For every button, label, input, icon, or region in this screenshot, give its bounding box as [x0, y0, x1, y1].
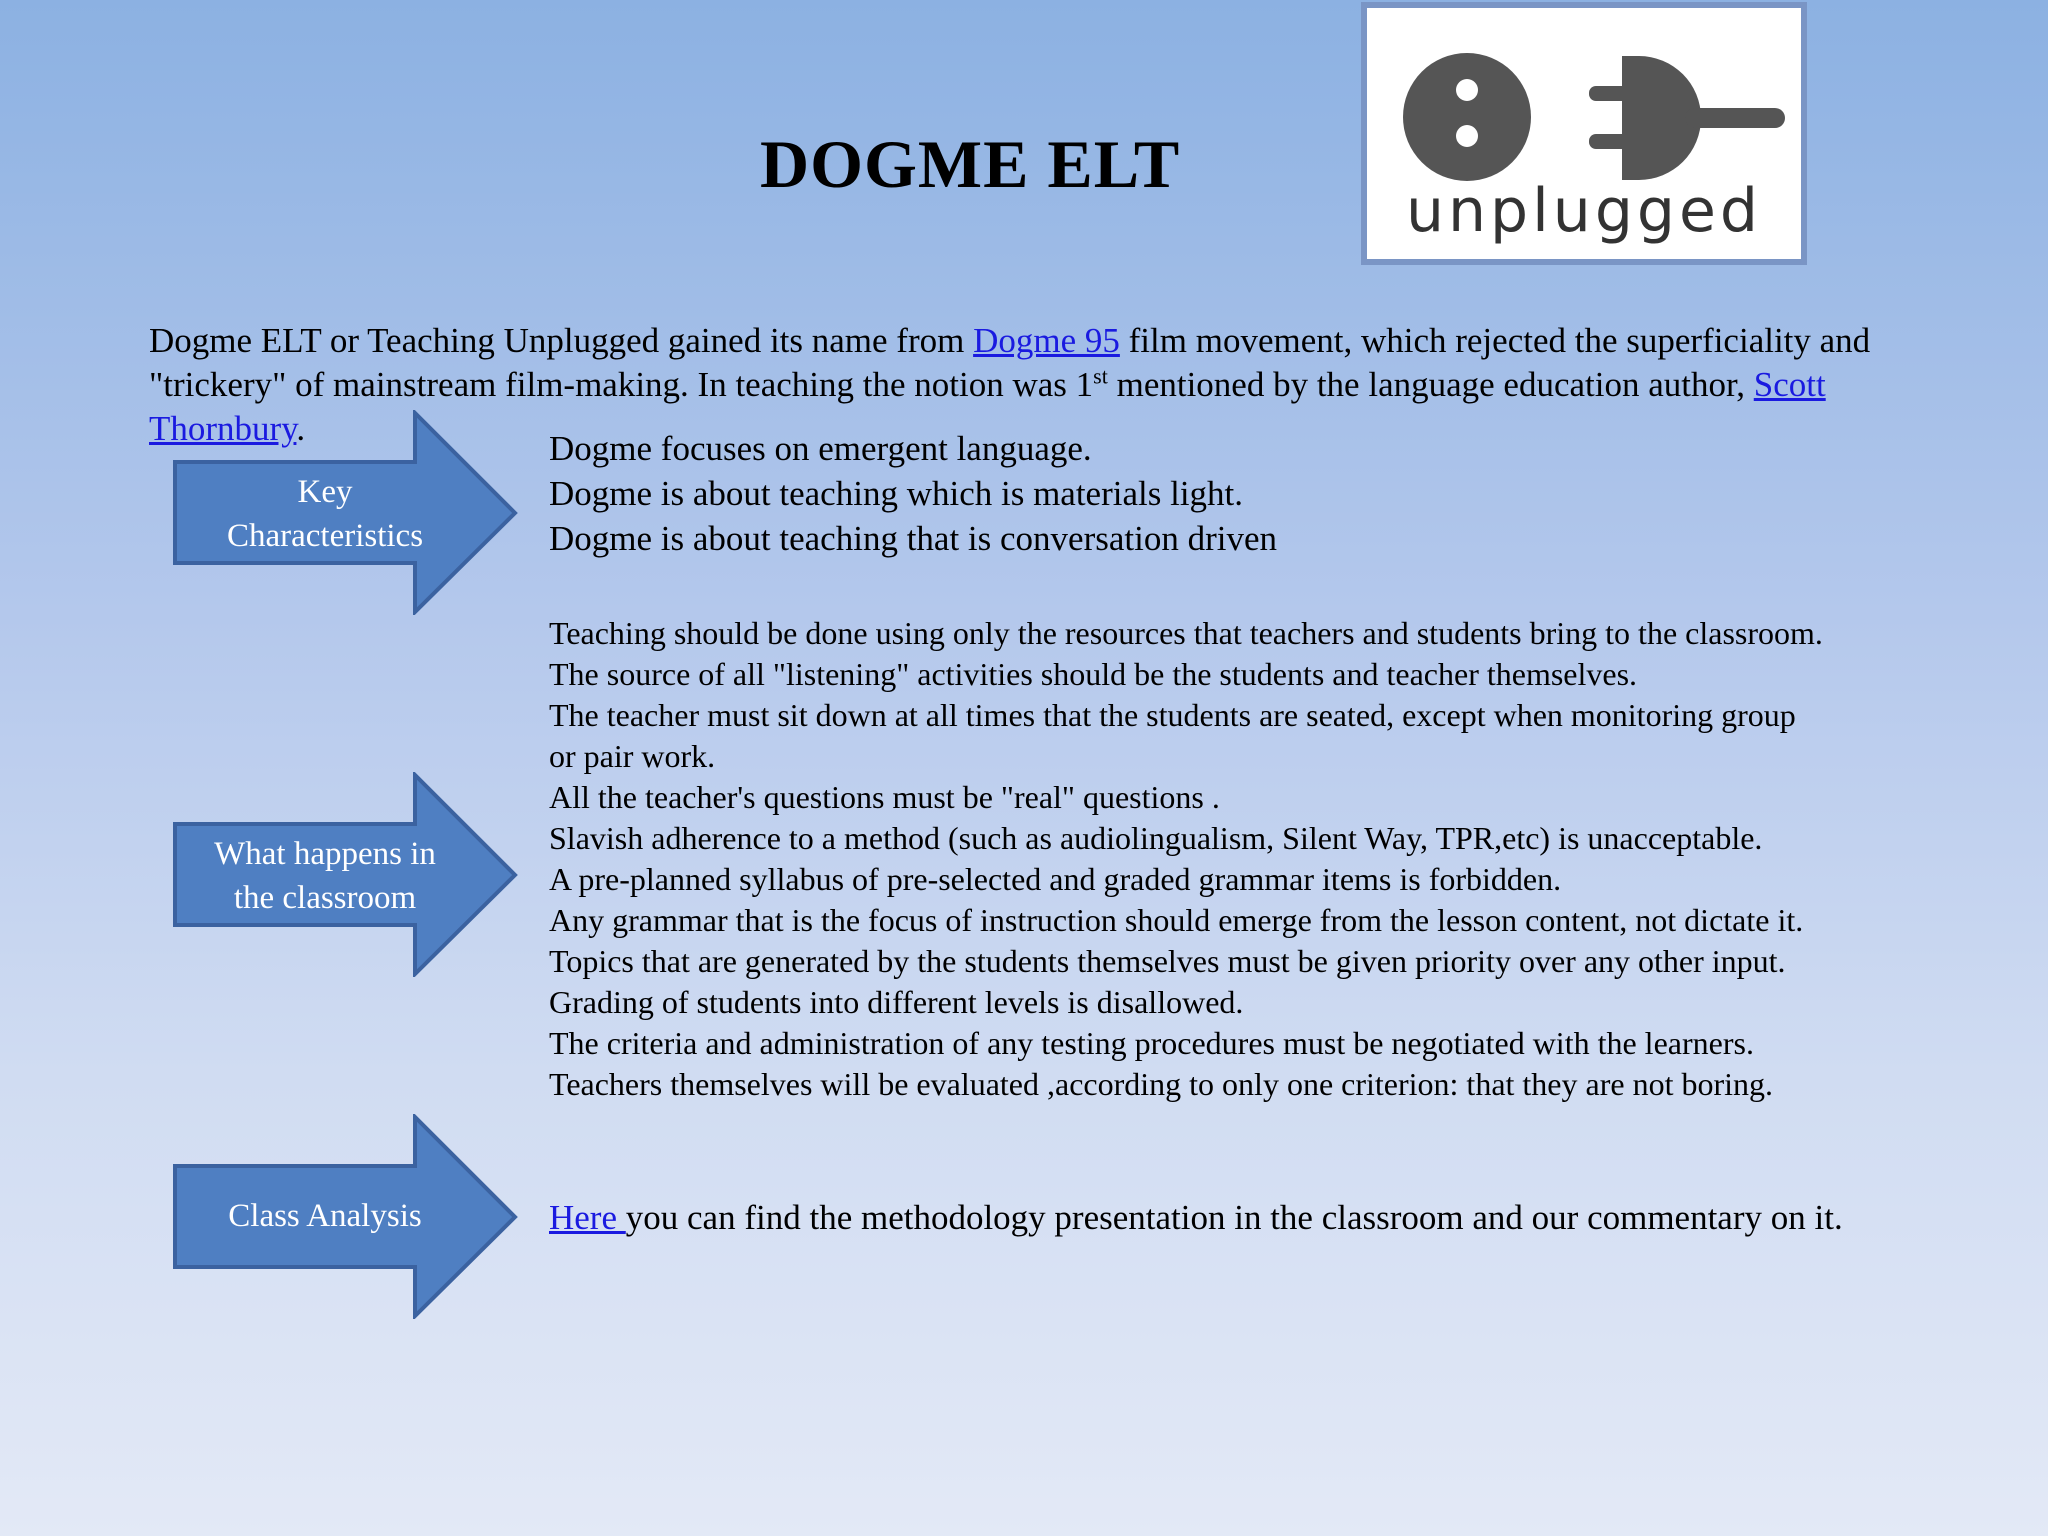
list-item: The source of all "listening" activities should be the students and teacher themselves. [549, 656, 1638, 692]
class-analysis-text: Here you can find the methodology presentation in the classroom and our commentary on it. [549, 1198, 1843, 1237]
list-item: Topics that are generated by the students themselves must be given priority over any other input. [549, 943, 1786, 979]
what-happens-arrow [170, 772, 520, 977]
list-item: Dogme is about teaching that is conversation driven [549, 519, 1278, 558]
list-item: Any grammar that is the focus of instruction should emerge from the lesson content, not dictate it. [549, 902, 1804, 938]
list-item: Teachers themselves will be evaluated ,according to only one criterion: that they are not boring. [549, 1066, 1773, 1102]
here-link[interactable]: Here [549, 1198, 626, 1237]
list-item: Slavish adherence to a method (such as audiolingualism, Silent Way, TPR,etc) is unacceptable. [549, 820, 1763, 856]
list-item: Dogme is about teaching which is materials light. [549, 474, 1244, 513]
list-item: The teacher must sit down at all times that the students are seated, except when monitoring group or pair work. [549, 697, 1796, 774]
intro-paragraph: Dogme ELT or Teaching Unplugged gained its name from Dogme 95 film movement, which rejected the superficiality and "trickery" of mainstream film-making. In teaching the notion was 1st mentioned by the language education author, Scott Thornbury. [149, 321, 1871, 448]
key-characteristics-label: Key Characteristics [226, 474, 424, 554]
unplugged-logo [1361, 2, 1807, 265]
class-analysis-arrow [170, 1114, 520, 1319]
class-analysis-label: Class Analysis [228, 1198, 422, 1234]
what-happens-label: What happens in the classroom [214, 836, 436, 916]
key-characteristics-arrow [170, 410, 520, 615]
logo-wordmark: unplugged [1405, 176, 1762, 246]
dogme-95-link[interactable]: Dogme 95 [973, 321, 1120, 360]
list-item: A pre-planned syllabus of pre-selected and graded grammar items is forbidden. [549, 861, 1562, 897]
list-item: The criteria and administration of any testing procedures must be negotiated with the learners. [549, 1025, 1754, 1061]
classroom-rules-list [549, 613, 1949, 1105]
list-item: Dogme focuses on emergent language. [549, 429, 1092, 468]
page-title: DOGME ELT [760, 126, 1181, 202]
list-item: All the teacher's questions must be "real" questions . [549, 779, 1220, 815]
list-item: Grading of students into different levels is disallowed. [549, 984, 1244, 1020]
scott-thornbury-link[interactable]: Scott Thornbury [149, 365, 1826, 448]
list-item: Teaching should be done using only the resources that teachers and students bring to the classroom. [549, 615, 1823, 651]
key-characteristics-list [549, 426, 1277, 561]
